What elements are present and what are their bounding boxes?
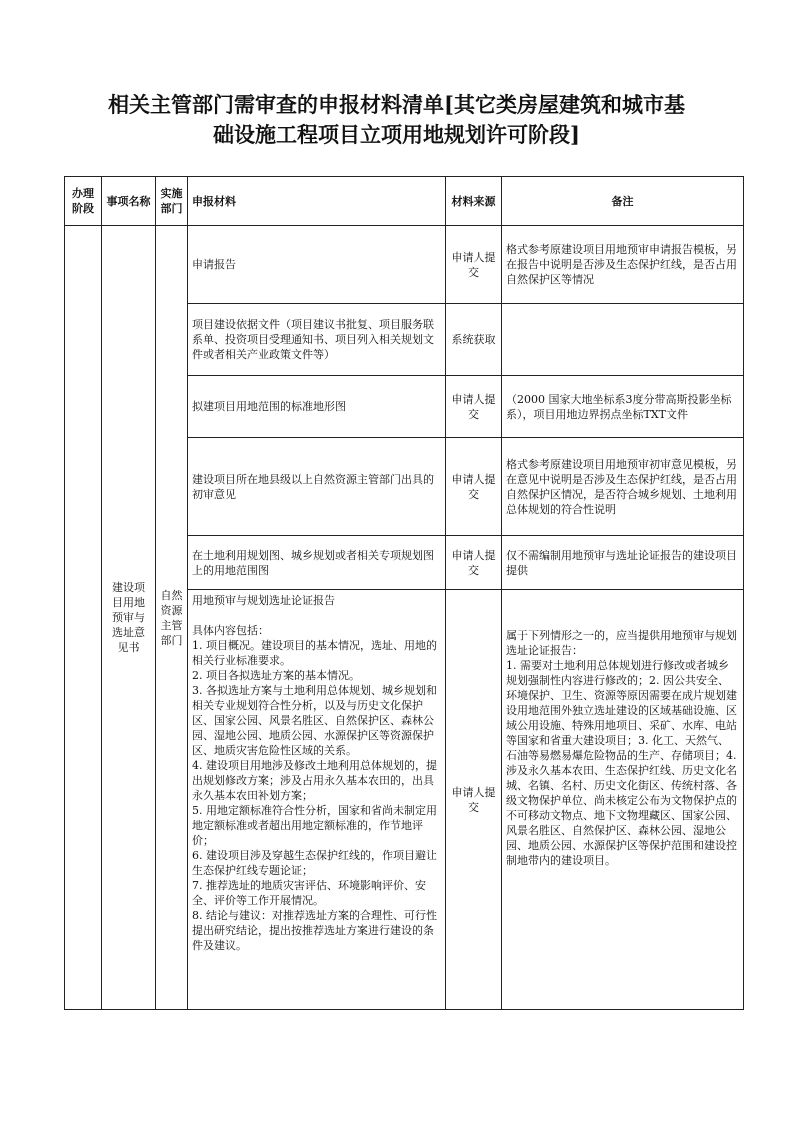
source-cell: 申请人提 交	[446, 226, 502, 304]
source-cell: 申请人提 交	[446, 376, 502, 438]
header-item: 事项名称	[102, 177, 156, 226]
header-stage: 办理 阶段	[65, 177, 102, 226]
document-title	[40, 90, 753, 150]
material-cell: 拟建项目用地范围的标准地形图	[188, 376, 446, 438]
table-row	[65, 226, 744, 304]
notes-cell: 格式参考原建设项目用地预审申请报告模板，另在报告中说明是否涉及生态保护红线，是否占用自然保护区等情况	[502, 226, 744, 304]
stage-cell	[65, 226, 102, 1010]
header-source: 材料来源	[446, 177, 502, 226]
source-cell: 系统获取	[446, 304, 502, 376]
header-dept: 实施 部门	[156, 177, 188, 226]
notes-cell: 格式参考原建设项目用地预审初审意见模板，另在意见中说明是否涉及生态保护红线，是否占用自然保护区情况，是否符合城乡规划、土地利用总体规划的符合性说明	[502, 438, 744, 536]
notes-cell: （2000 国家大地坐标系3度分带高斯投影坐标系），项目用地边界拐点坐标TXT文件	[502, 376, 744, 438]
material-cell: 在土地利用规划图、城乡规划或者相关专项规划图上的用地范围图	[188, 536, 446, 590]
material-cell: 用地预审与规划选址论证报告 具体内容包括： 1. 项目概况。建设项目的基本情况，选址、用地的相关行业标准要求。 2. 项目各拟选址方案的基本情况。 3. 各拟选址方案与土地利用总体规划、城乡规划和相关专业规划符合性分析，以及与历史文化保护区、国家公园、风景名胜区、自然保护区、森林公园、湿地公园、地质公园、水源保护区等资源保护区、地质灾害危险性区域的关系。 4. 建设项目用地涉及修改土地利用总体规划的，提出规划修改方案；涉及占用永久基本农田的，出具永久基本农田补划方案； 5. 用地定额标准符合性分析，国家和省尚未制定用地定额标准或者超出用地定额标准的，作节地评价； 6. 建设项目涉及穿越生态保护红线的，作项目避让生态保护红线专题论证； 7. 推荐选址的地质灾害评估、环境影响评价、安全、评价等工作开展情况。 8. 结论与建议：对推荐选址方案的合理性、可行性提出研究结论，提出按推荐选址方案进行建设的条件及建议。	[188, 590, 446, 1010]
header-row	[65, 177, 744, 226]
material-cell: 项目建设依据文件（项目建议书批复、项目服务联系单、投资项目受理通知书、项目列入相关规划文件或者相关产业政策文件等）	[188, 304, 446, 376]
material-cell: 建设项目所在地县级以上自然资源主管部门出具的初审意见	[188, 438, 446, 536]
header-notes: 备注	[502, 177, 744, 226]
notes-cell: 属于下列情形之一的，应当提供用地预审与规划选址论证报告： 1. 需要对土地利用总体规划进行修改或者城乡规划强制性内容进行修改的；2. 因公共安全、环境保护、卫生、资源等原因需要在成片规划建设用地范围外独立选址建设的区域基础设施、区域公用设施、特殊用地项目、采矿、水库、电站等国家和省重大建设项目；3. 化工、天然气、石油等易燃易爆危险物品的生产、存储项目；4. 涉及永久基本农田、生态保护红线、历史文化名城、名镇、名村、历史文化街区、传统村落、各级文物保护单位、尚未核定公布为文物保护点的不可移动文物点、地下文物埋藏区、国家公园、风景名胜区、自然保护区、森林公园、湿地公园、地质公园、水源保护区等保护范围和建设控制地带内的建设项目。	[502, 590, 744, 1010]
source-cell: 申请人提 交	[446, 438, 502, 536]
header-material: 申报材料	[188, 177, 446, 226]
source-cell: 申请人提 交	[446, 590, 502, 1010]
dept-cell: 自然 资源 主管 部门	[156, 226, 188, 1010]
notes-cell: 仅不需编制用地预审与选址论证报告的建设项目提供	[502, 536, 744, 590]
item-name-cell: 建设项 目用地 预审与 选址意 见书	[102, 226, 156, 1010]
title-line-1: 相关主管部门需审查的申报材料清单[其它类房屋建筑和城市基	[108, 92, 685, 117]
notes-cell	[502, 304, 744, 376]
source-cell: 申请人提 交	[446, 536, 502, 590]
title-line-2: 础设施工程项目立项用地规划许可阶段]	[213, 122, 580, 147]
materials-table	[64, 176, 744, 1010]
material-cell: 申请报告	[188, 226, 446, 304]
